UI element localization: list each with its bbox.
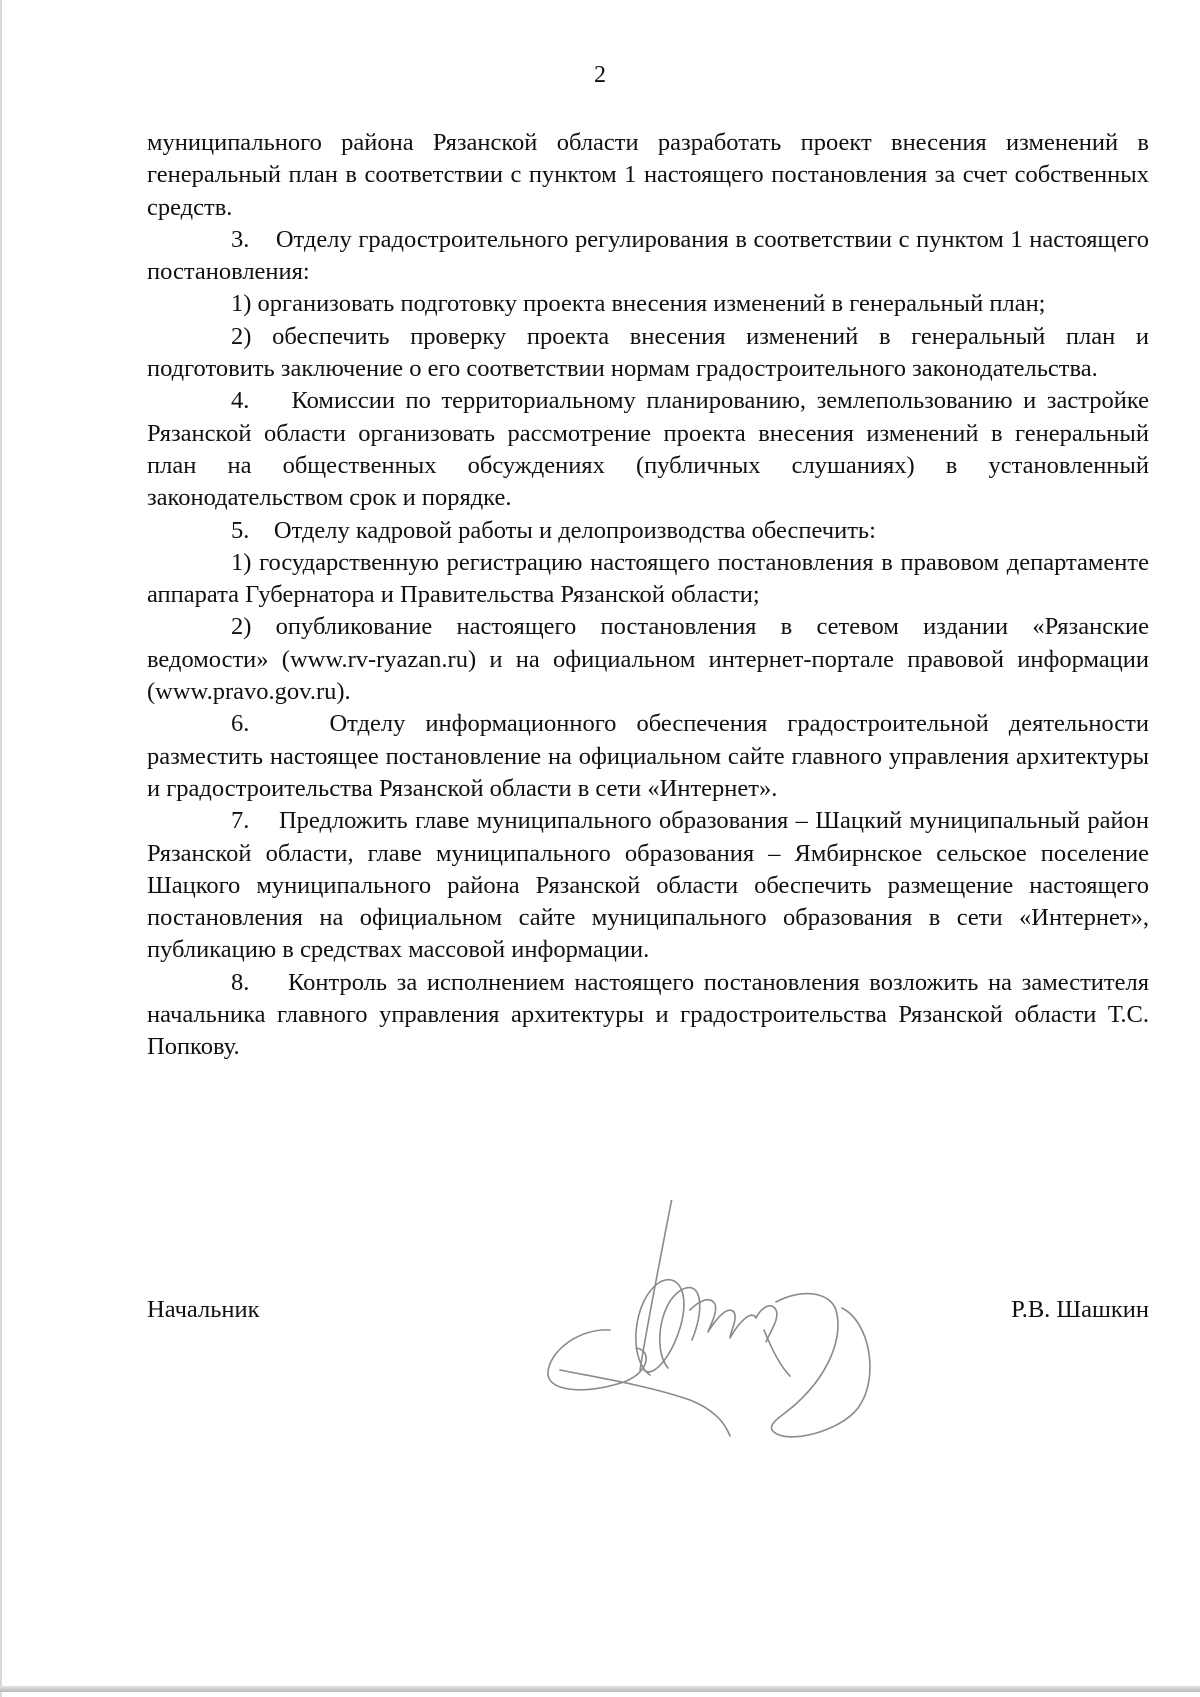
paragraph-continuation: муниципального района Рязанской области разработать проект внесения изменений в генеральный план в соответствии с пунктом 1 настоящего постановления за счет собственных средств. xyxy=(147,129,1149,221)
scan-edge-left xyxy=(0,0,2,1697)
page-number: 2 xyxy=(594,62,606,88)
handwritten-signature-icon xyxy=(540,1200,885,1445)
paragraph-item-5-1: 1) государственную регистрацию настоящего постановления в правовом департаменте аппарата Губернатора и Правительства Рязанской области; xyxy=(147,548,1149,609)
paragraph-item-3-2: 2) обеспечить проверку проекта внесения изменений в генеральный план и подготовить заключение о его соответствии нормам градостроительного законодательства. xyxy=(147,322,1149,383)
paragraph-item-6: 6. Отделу информационного обеспечения градостроительной деятельности разместить настоящее постановление на официальном сайте главного управления архитектуры и градостроительства Рязанской области в сети «Интернет». xyxy=(147,710,1149,802)
signer-name: Р.В. Шашкин xyxy=(1011,1296,1149,1323)
paragraph-item-8: 8. Контроль за исполнением настоящего постановления возложить на заместителя начальника главного управления архитектуры и градостроительства Рязанской области Т.С. Попкову. xyxy=(147,968,1149,1061)
paragraph-item-5-2: 2) опубликование настоящего постановления в сетевом издании «Рязанские ведомости» (www.rv-ryazan.ru) и на официальном интернет-портале правовой информации (www.pravo.gov.ru). xyxy=(147,613,1149,706)
paragraph-item-3: 3. Отделу градостроительного регулирования в соответствии с пунктом 1 настоящего постановления: xyxy=(147,225,1149,286)
scan-edge-bottom xyxy=(0,1686,1200,1692)
paragraph-item-7: 7. Предложить главе муниципального образования – Шацкий муниципальный район Рязанской области, главе муниципального образования – Ямбирнское сельское поселение Шацкого муниципального района Рязанской области обеспечить размещение настоящего постановления на официальном сайте муниципального образования в сети «Интернет», публикацию в средствах массовой информации. xyxy=(147,807,1149,964)
paragraph-item-4: 4. Комиссии по территориальному планированию, землепользованию и застройке Рязанской области организовать рассмотрение проекта внесения изменений в генеральный план на общественных обсуждениях (публичных слушаниях) в установленный законодательством срок и порядке. xyxy=(147,387,1149,512)
signer-title: Начальник xyxy=(147,1296,260,1323)
paragraph-item-3-1: 1) организовать подготовку проекта внесения изменений в генеральный план; xyxy=(231,290,1046,318)
paragraph-item-5: 5. Отделу кадровой работы и делопроизводства обеспечить: xyxy=(231,516,876,544)
document-body xyxy=(147,127,1149,1064)
